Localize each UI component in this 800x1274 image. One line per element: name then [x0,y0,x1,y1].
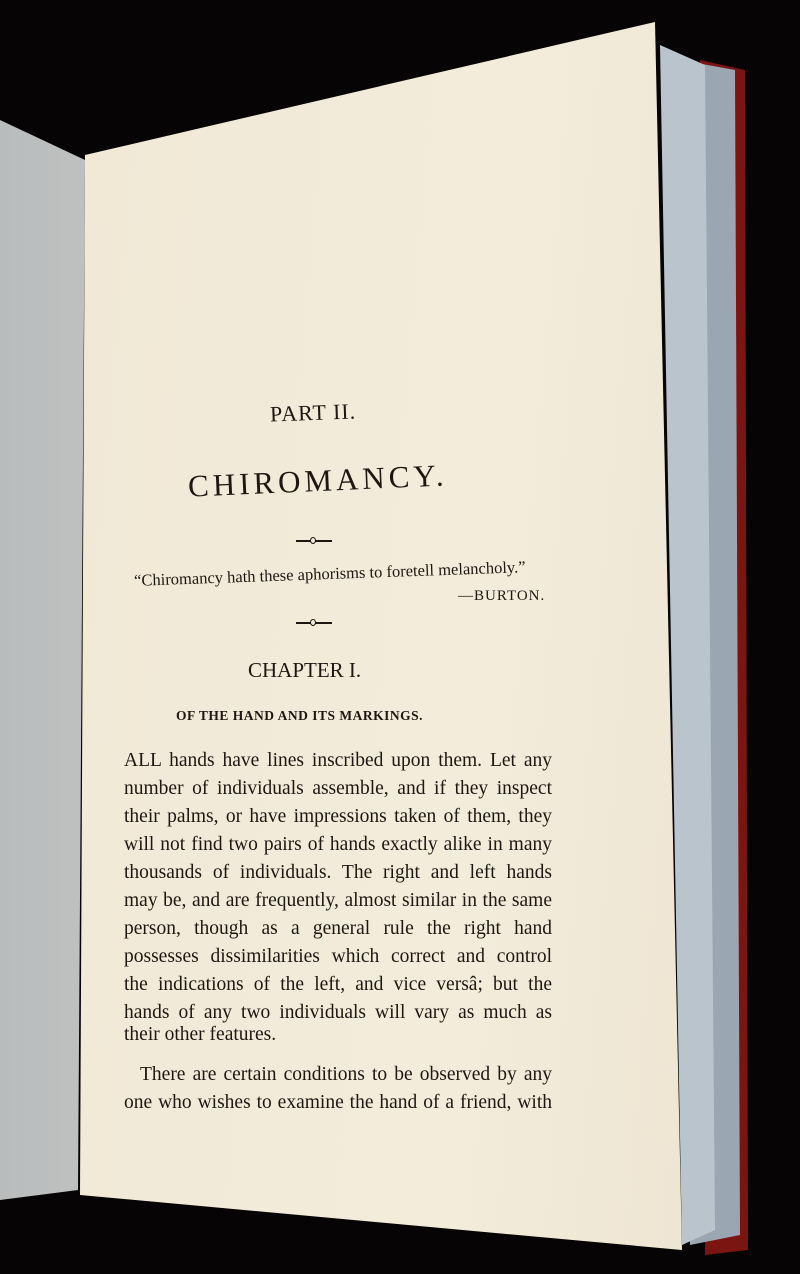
body-line: may be, and are frequently, almost similar in the same [124,890,552,911]
epigraph: “Chiromancy hath these aphorisms to foretell melancholy.” [133,557,526,590]
chapter-subtitle: OF THE HAND AND ITS MARKINGS. [176,708,424,723]
body-line: possesses dissimilarities which correct and control [124,946,552,967]
body-line: hands of any two individuals will vary as much as [124,1002,552,1023]
chapter-heading: CHAPTER I. [248,658,362,682]
body-line: their palms, or have impressions taken of them, they [124,806,552,827]
body-line: will not find two pairs of hands exactly alike in many [124,834,552,855]
ornament-divider [296,540,332,542]
body-line: the indications of the left, and vice versâ; but the [124,974,552,995]
ornament-divider [296,622,332,624]
body-line: There are certain conditions to be observed by any [140,1064,552,1085]
body-line: their other features. [124,1024,277,1045]
body-line: person, though as a general rule the right hand [124,918,552,939]
body-line: ALL hands have lines inscribed upon them. Let any [124,750,552,771]
epigraph-author: —BURTON. [458,588,546,604]
book-title: CHIROMANCY. [187,457,449,504]
body-line: number of individuals assemble, and if they inspect [124,778,552,799]
body-line: one who wishes to examine the hand of a friend, with [124,1092,552,1113]
part-heading: PART II. [269,398,357,427]
body-line: thousands of individuals. The right and left hands [124,862,552,883]
